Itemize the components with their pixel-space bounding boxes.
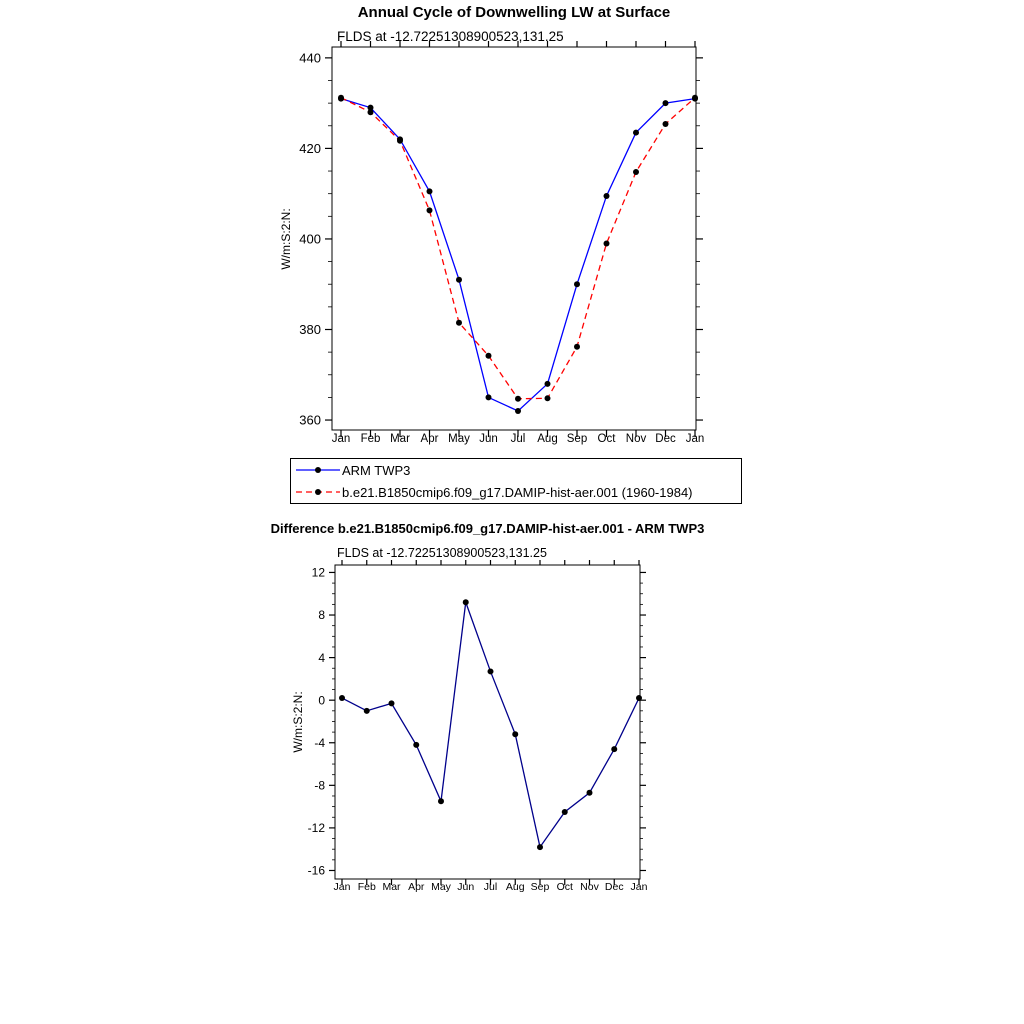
series-line-0-0 [341,99,695,411]
y-tick-label: 12 [311,565,325,580]
y-tick-label: -16 [307,863,325,878]
x-tick-label: Jul [510,433,526,445]
y-tick-label: 400 [299,231,321,247]
x-tick-label: Jan [685,433,705,445]
legend-label-arm-twp3: ARM TWP3 [342,462,411,478]
x-tick-label: Jul [483,881,498,893]
x-tick-label: Aug [537,433,558,445]
y-tick-label: 0 [318,693,325,708]
x-tick-label: Nov [580,881,599,893]
y-tick-label: 4 [318,650,325,665]
x-tick-label: May [431,881,451,893]
x-tick-label: Oct [597,433,616,445]
chart2-y-axis-label: W/m:S:2:N: [291,691,305,753]
y-tick-label: 440 [299,50,321,66]
chart1-title: Annual Cycle of Downwelling LW at Surface [357,4,671,21]
x-tick-label: May [448,433,470,445]
legend-item-model [296,481,741,503]
legend-label-model: b.e21.B1850cmip6.f09_g17.DAMIP-hist-aer.001 (1960-1984) [342,484,693,500]
x-tick-label: Jan [630,881,648,893]
x-tick-label: Apr [420,433,439,445]
x-tick-label: Sep [566,433,588,445]
x-tick-label: Jun [457,881,475,893]
legend-box [290,458,742,504]
series-line-1-0 [342,602,639,847]
x-tick-label: Dec [655,433,676,445]
y-tick-label: 360 [299,412,321,428]
legend-line-dashed-icon [296,486,340,498]
x-tick-label: Jan [333,881,351,893]
plot-frame-0 [332,47,696,430]
y-tick-label: 420 [299,140,321,156]
chart2-title: Difference b.e21.B1850cmip6.f09_g17.DAMIP-hist-aer.001 - ARM TWP3 [270,521,705,536]
legend-item-arm-twp3 [296,459,741,481]
y-tick-label: -4 [314,735,325,750]
y-tick-label: 380 [299,322,321,338]
x-tick-label: Jan [331,433,351,445]
x-tick-label: Feb [360,433,381,445]
x-tick-label: Apr [408,881,425,893]
x-tick-label: Aug [505,881,525,893]
y-tick-label: 8 [318,608,325,623]
plot-frame-1 [335,565,640,879]
chart1-subtitle: FLDS at -12.72251308900523,131.25 [337,29,564,44]
chart2-subtitle: FLDS at -12.72251308900523,131.25 [337,546,547,560]
x-tick-label: Feb [357,881,376,893]
x-tick-label: Mar [382,881,401,893]
y-tick-label: -12 [307,821,325,836]
x-tick-label: Sep [530,881,550,893]
x-tick-label: Dec [604,881,624,893]
legend-line-solid-icon [296,464,340,476]
series-line-0-1 [341,98,695,399]
x-tick-label: Oct [556,881,573,893]
x-tick-label: Mar [390,433,410,445]
y-tick-label: -8 [314,778,325,793]
x-tick-label: Jun [479,433,498,445]
x-tick-label: Nov [625,433,647,445]
chart1-y-axis-label: W/m:S:2:N: [279,208,293,270]
